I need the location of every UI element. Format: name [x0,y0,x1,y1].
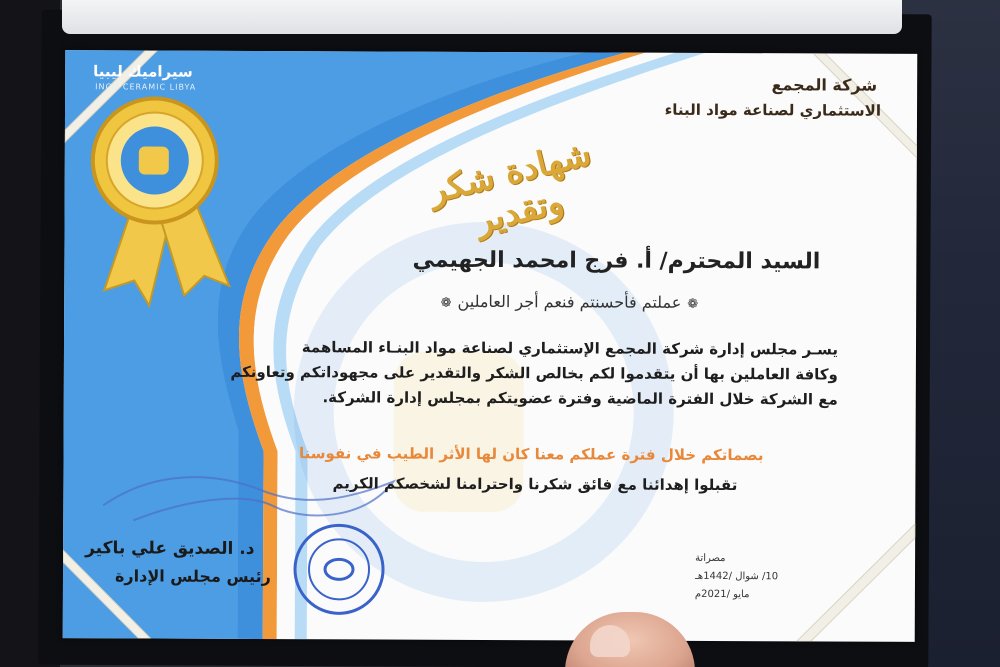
reference-gregorian-date: مايو /2021م [694,588,750,601]
company-stamp [295,525,383,613]
recipient-name: السيد المحترم/ أ. فرج امحمد الجهيمي [412,247,821,275]
thumbnail [590,625,630,657]
certificate-title: شهادة شكر وتقدير [424,133,595,242]
paragraph-line: يسـر مجلس إدارة شركة المجمع الإستثماري لصناعة مواد البنـاء المساهمة [301,338,839,359]
flower-icon: ❁ [687,296,699,312]
logo-wordmark: سيراميك ليبيا [93,62,193,81]
appreciation-line: بصماتكم خلال فترة عملكم معنا كان لها الأثر الطيب في نفوسنا [298,444,764,465]
reference-hijri-date: 10/ شوال /1442هـ [694,570,779,583]
closing-line: تقبلوا إهدائنا مع فائق شكرنا واحترامنا لشخصكم الكريم [332,474,738,495]
body-paragraph [158,335,838,413]
flower-icon: ❁ [440,295,452,311]
reference-place: مصراتة [695,552,726,565]
paragraph-line: وكافة العاملين بها أن يتقدموا لكم بخالص الشكر والتقدير على مجهوداتكم وتعاونكم [230,362,838,384]
company-name-line1: شركة المجمع [771,75,878,95]
motto-text: عملتم فأحسنتم فنعم أجر العاملين [457,291,682,312]
ribbon-bottom-right [797,523,916,642]
folder-top-paper [62,0,902,34]
logo-subtitle: INCO CERAMIC LIBYA [95,82,197,92]
motto-line [435,292,705,312]
certificate [63,50,918,642]
signatory-name: د. الصديق علي باكير [85,538,255,559]
company-name-line2: الاستثماري لصناعة مواد البناء [664,100,882,120]
paragraph-line: مع الشركة خلال الفترة الماضية وفترة عضويتكم بمجلس إدارة الشركة. [322,388,838,409]
signatory-title: رئيس مجلس الإدارة [114,566,271,587]
